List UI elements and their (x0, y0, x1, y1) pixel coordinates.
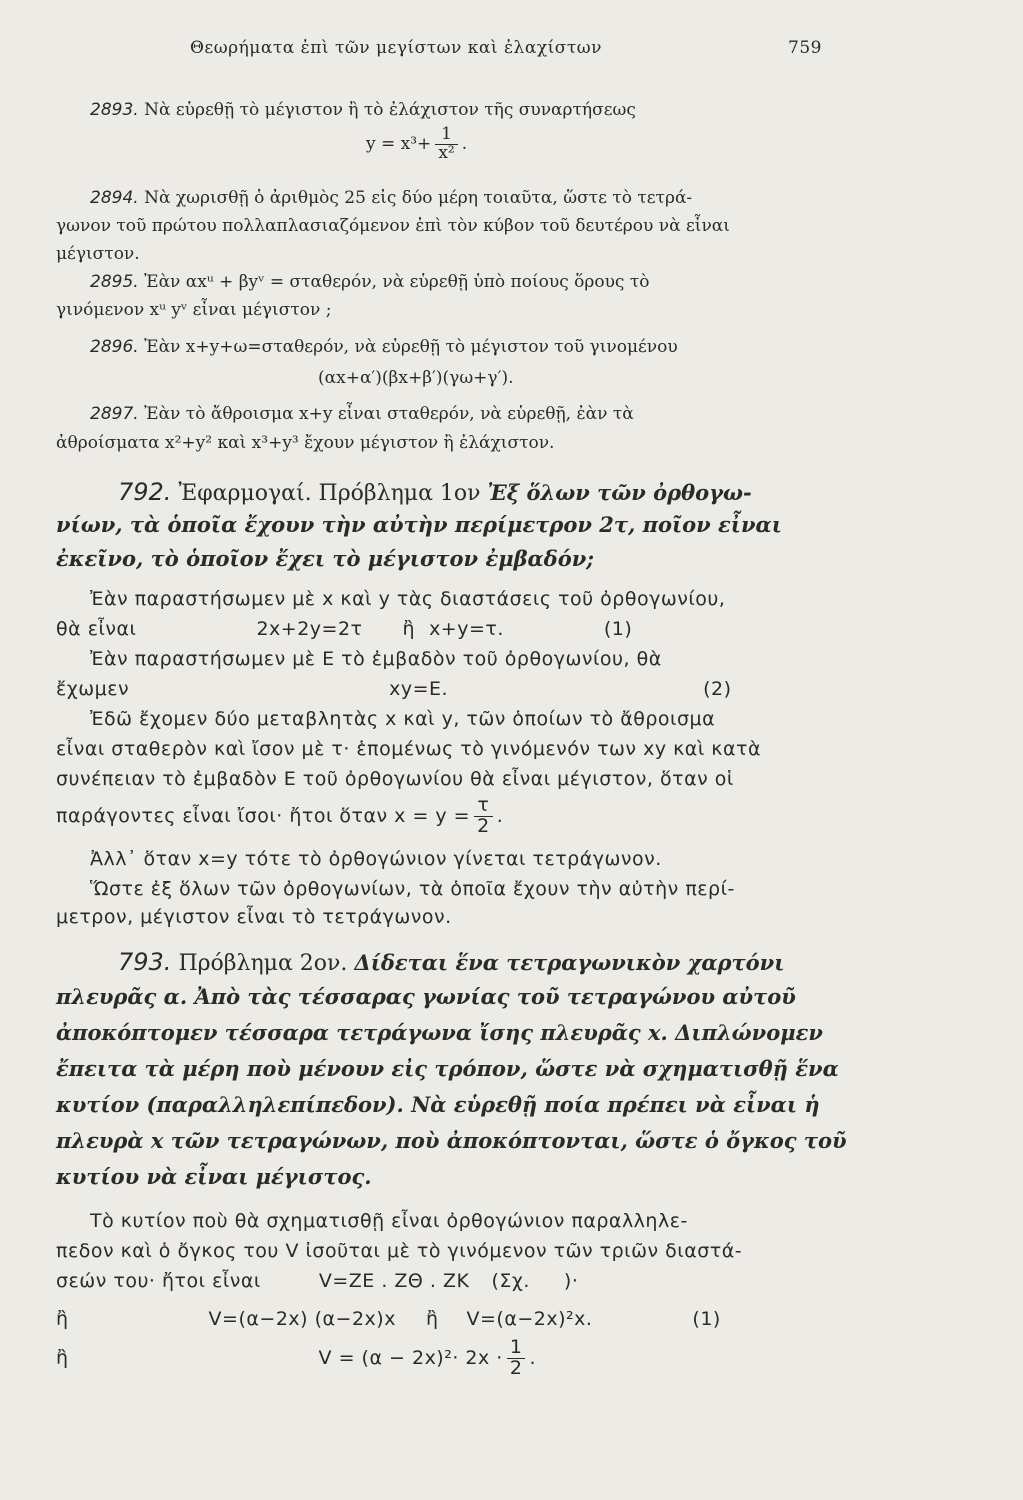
numerator: 1 (435, 126, 457, 145)
exercise-line: γωνον τοῦ πρώτου πολλαπλασιαζόμενον ἐπὶ τὸν κύβον τοῦ δευτέρου νὰ εἶναι (56, 216, 730, 236)
body-text: ἢ (56, 1308, 69, 1330)
body-text: ἔχωμεν (56, 678, 130, 700)
problem-statement: ἔπειτα τὰ μέρη ποὺ μένουν εἰς τρόπον, ὥστε νὰ σχηματισθῇ ἕνα (56, 1056, 839, 1081)
body-text: ἢ (56, 1346, 69, 1369)
figure-reference: (Σχ. (491, 1270, 530, 1292)
section-number: 793. (118, 948, 172, 976)
equation: V=(α−2x)²x. (466, 1308, 593, 1330)
exercise-line: γινόμενον xᵘ yᵛ εἶναι μέγιστον ; (56, 300, 332, 320)
body-line: εἶναι σταθερὸν καὶ ἴσον μὲ τ· ἑπομένως τὸ γινόμενόν των xy καὶ κατὰ (56, 738, 761, 760)
body-line-with-fraction (56, 796, 503, 837)
exercise-number: 2893. (90, 100, 139, 120)
body-text: . (496, 804, 504, 827)
problem-statement: νίων, τὰ ὁποῖα ἔχουν τὴν αὐτὴν περίμετρον 2τ, ποῖον εἶναι (56, 512, 782, 537)
equation: V=(α−2x) (α−2x)x (208, 1308, 396, 1330)
body-line: συνέπειαν τὸ ἐμβαδὸν Ε τοῦ ὀρθογωνίου θὰ εἶναι μέγιστον, ὅταν οἱ (56, 768, 734, 790)
equation-line-1 (56, 618, 632, 641)
exercise-line: Ἐὰν τὸ ἄθροισμα x+y εἶναι σταθερόν, νὰ εὑρεθῇ, ἐὰν τὰ (144, 404, 634, 424)
section-793-heading (118, 948, 784, 977)
numerator: 1 (507, 1338, 526, 1359)
problem-statement: ἐκεῖνο, τὸ ὁποῖον ἔχει τὸ μέγιστον ἐμβαδόν; (56, 546, 595, 571)
problem-statement: Ἐξ ὅλων τῶν ὀρθογω- (487, 480, 752, 505)
equation-label: (1) (692, 1308, 721, 1330)
exercise-number: 2896. (90, 337, 139, 357)
numerator: τ (474, 796, 493, 817)
exercise-2893 (90, 100, 636, 120)
body-line: Ἀλλ᾽ ὅταν x=y τότε τὸ ὀρθογώνιον γίνεται τετράγωνον. (90, 848, 662, 870)
body-text: θὰ εἶναι (56, 618, 137, 640)
body-line: Τὸ κυτίον ποὺ θὰ σχηματισθῇ εἶναι ὀρθογώνιον παραλληλε- (90, 1210, 688, 1232)
body-text: )· (563, 1270, 579, 1292)
exercise-line: ἀθροίσματα x²+y² καὶ x³+y³ ἔχουν μέγιστον ἢ ἐλάχιστον. (56, 433, 555, 453)
problem-statement: πλευρᾶς α. Ἀπὸ τὰς τέσσαρας γωνίας τοῦ τετραγώνου αὐτοῦ (56, 984, 796, 1009)
body-text: σεών του· ἤτοι εἶναι (56, 1270, 261, 1292)
equation-2893 (366, 126, 467, 163)
equation: 2x+2y=2τ (256, 618, 363, 640)
fraction (435, 126, 457, 163)
exercise-2897 (90, 404, 634, 424)
exercise-line: Ἐὰν x+y+ω=σταθερόν, νὰ εὑρεθῇ τὸ μέγιστον τοῦ γινομένου (144, 337, 678, 357)
equation-line-3 (56, 1308, 721, 1331)
section-number: 792. (118, 478, 172, 506)
running-header-title: Θεωρήματα ἐπὶ τῶν μεγίστων καὶ ἐλαχίστων (190, 38, 602, 58)
denominator: 2 (509, 1356, 523, 1379)
page-number: 759 (788, 38, 822, 58)
equation-left: y = x³+ (366, 133, 432, 154)
body-line: Ἐδῶ ἔχομεν δύο μεταβλητὰς x καὶ y, τῶν ὁποίων τὸ ἄθροισμα (90, 708, 716, 730)
body-text: ἢ (402, 618, 416, 640)
equation: xy=E. (389, 678, 449, 700)
problem-statement: πλευρὰ x τῶν τετραγώνων, ποὺ ἀποκόπτονται, ὥστε ὁ ὄγκος τοῦ (56, 1128, 847, 1153)
problem-statement: Δίδεται ἕνα τετραγωνικὸν χαρτόνι (354, 950, 785, 975)
problem-statement: κυτίου νὰ εἶναι μέγιστος. (56, 1164, 372, 1189)
section-label: Πρόβλημα 2ον. (178, 951, 348, 976)
exercise-number: 2895. (90, 272, 139, 292)
exercise-line: Νὰ χωρισθῇ ὁ ἀριθμὸς 25 εἰς δύο μέρη τοιαῦτα, ὥστε τὸ τετρά- (144, 188, 693, 208)
exercise-2894 (90, 188, 692, 208)
exercise-line: μέγιστον. (56, 244, 140, 264)
body-line: Ὥστε ἐξ ὅλων τῶν ὀρθογωνίων, τὰ ὁποῖα ἔχουν τὴν αὐτὴν περί- (90, 878, 735, 900)
equation-label: (1) (603, 618, 633, 640)
denominator: x² (438, 142, 455, 163)
exercise-2895 (90, 272, 649, 292)
body-line: πεδον καὶ ὁ ὄγκος του V ἰσοῦται μὲ τὸ γινόμενον τῶν τριῶν διαστά- (56, 1240, 743, 1262)
exercise-line: Ἐὰν αxᵘ + βyᵛ = σταθερόν, νὰ εὑρεθῇ ὑπὸ ποίους ὅρους τὸ (144, 272, 650, 292)
body-line: Ἐὰν παραστήσωμεν μὲ Ε τὸ ἐμβαδὸν τοῦ ὀρθογωνίου, θὰ (90, 648, 662, 670)
section-label: Ἐφαρμογαί. Πρόβλημα 1ον (178, 481, 481, 506)
exercise-number: 2897. (90, 404, 139, 424)
denominator: 2 (477, 814, 490, 837)
equation-label: (2) (703, 678, 732, 700)
body-line: Ἐὰν παραστήσωμεν μὲ x καὶ y τὰς διαστάσεις τοῦ ὀρθογωνίου, (90, 588, 726, 610)
equation: V=ΖΕ . ΖΘ . ΖΚ (318, 1270, 470, 1292)
exercise-number: 2894. (90, 188, 139, 208)
fraction (474, 796, 493, 837)
problem-statement: ἀποκόπτομεν τέσσαρα τετράγωνα ἴσης πλευρᾶς x. Διπλώνομεν (56, 1020, 823, 1045)
problem-statement: κυτίον (παραλληλεπίπεδον). Νὰ εὑρεθῇ ποία πρέπει νὰ εἶναι ἡ (56, 1092, 820, 1117)
body-text: . (529, 1346, 536, 1369)
body-line-with-equation (56, 1270, 578, 1293)
equation-line-4 (56, 1338, 536, 1379)
body-line: μετρον, μέγιστον εἶναι τὸ τετράγωνον. (56, 906, 452, 928)
exercise-2896 (90, 337, 678, 357)
fraction (507, 1338, 526, 1379)
equation: x+y=τ. (429, 618, 504, 640)
equation: V = (α − 2x)²· 2x · (318, 1346, 503, 1369)
exercise-line: (αx+α′)(βx+β′)(γω+γ′). (318, 368, 514, 388)
exercise-text: Νὰ εὑρεθῇ τὸ μέγιστον ἢ τὸ ἐλάχιστον τῆς συναρτήσεως (144, 100, 636, 120)
section-792-heading (118, 478, 752, 507)
equation-end: . (461, 133, 468, 154)
body-text: ἢ (425, 1308, 439, 1330)
equation-line-2 (56, 678, 732, 701)
body-text: παράγοντες εἶναι ἴσοι· ἤτοι ὅταν x = y = (56, 804, 471, 827)
